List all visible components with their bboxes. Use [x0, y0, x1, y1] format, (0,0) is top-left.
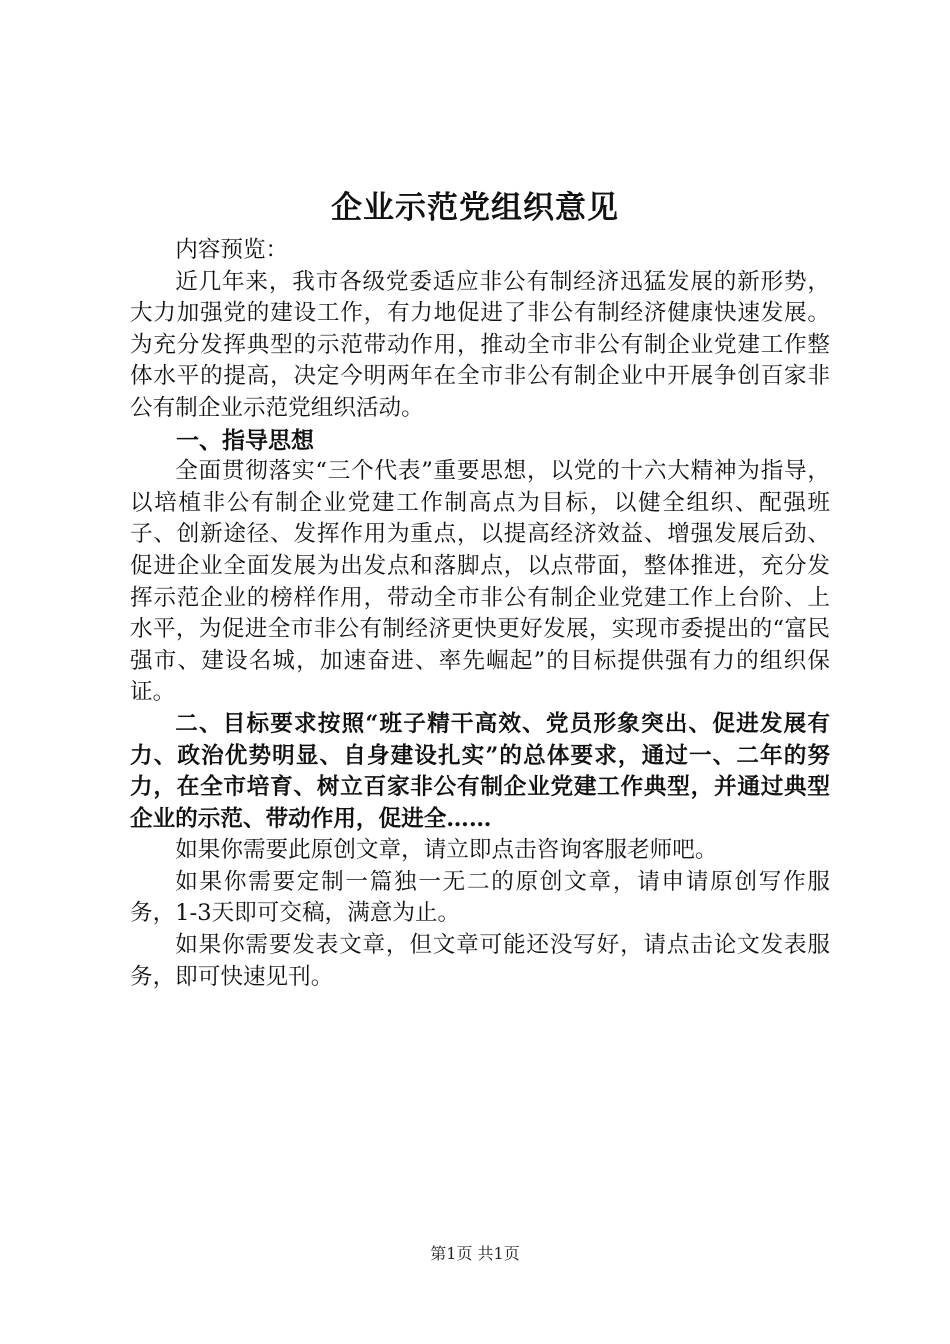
document-title: 企业示范党组织意见: [331, 190, 619, 226]
section-heading-guiding-ideology: 一、指导思想: [176, 426, 314, 454]
section-goals-body: 二、目标要求按照“班子精干高效、党员形象突出、促进发展有力、政治优势明显、自身建设扎实”的总体要求，通过一、二年的努力，在全市培育、树立百家非公有制企业党建工作典型，并通过典型企业的示范、带动作用，促进全……: [130, 710, 830, 832]
preview-label: 内容预览：: [175, 237, 289, 263]
page-footer: 第1页 共1页: [430, 1244, 520, 1263]
notice-publishing: 如果你需要发表文章，但文章可能还没写好，请点击论文发表服务，即可快速见刊。: [130, 932, 830, 990]
notice-consult: 如果你需要此原创文章，请立即点击咨询客服老师吧。: [175, 837, 718, 864]
intro-paragraph: 近几年来，我市各级党委适应非公有制经济迅猛发展的新形势，大力加强党的建设工作，有力地促进了非公有制经济健康快速发展。为充分发挥典型的示范带动作用，推动全市非公有制企业党建工作整体水平的提高，决定今明两年在全市非公有制企业中开展争创百家非公有制企业示范党组织活动。: [130, 268, 830, 421]
notice-custom-writing: 如果你需要定制一篇独一无二的原创文章，请申请原创写作服务，1-3天即可交稿，满意为止。: [130, 868, 830, 927]
document-body: [130, 235, 830, 993]
section-guiding-ideology-body: 全面贯彻落实“三个代表”重要思想，以党的十六大精神为指导，以培植非公有制企业党建工作制高点为目标，以健全组织、配强班子、创新途径、发挥作用为重点，以提高经济效益、增强发展后劲、促进企业全面发展为出发点和落脚点，以点带面，整体推进，充分发挥示范企业的榜样作用，带动全市非公有制企业党建工作上台阶、上水平，为促进全市非公有制经济更快更好发展，实现市委提出的“富民强市、建设名城，加速奋进、率先崛起”的目标提供强有力的组织保证。: [130, 458, 830, 706]
